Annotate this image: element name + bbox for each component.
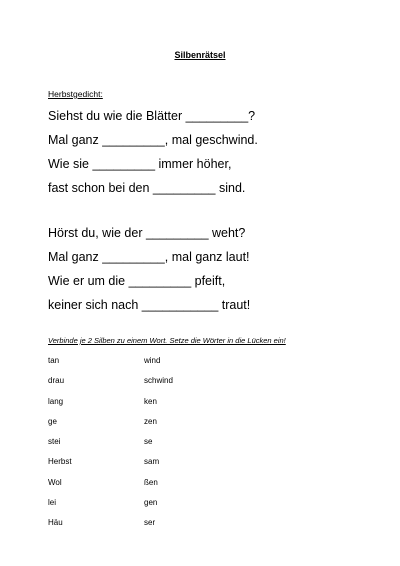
worksheet-title: Silbenrätsel (174, 50, 226, 60)
instruction-text: Verbinde je 2 Silben zu einem Wort. Setze die Wörter in die Lücken ein! (48, 336, 286, 345)
syllable-left: tan (48, 356, 60, 365)
syllable-left: Häu (48, 518, 63, 528)
poem-line: keiner sich nach ___________ traut! (48, 298, 251, 312)
poem-subtitle: Herbstgedicht: (48, 89, 103, 99)
poem-line: Wie er um die _________ pfeift, (48, 274, 226, 288)
syllable-left: stei (48, 437, 61, 447)
poem-stanza-2 (48, 221, 250, 317)
poem-line: Hörst du, wie der _________ weht? (48, 226, 246, 240)
syllable-right: ßen (144, 477, 158, 487)
syllable-right: se (144, 437, 153, 447)
poem-line: fast schon bei den _________ sind. (48, 181, 246, 195)
poem-line: Wie sie _________ immer höher, (48, 157, 232, 171)
poem-line: Mal ganz _________, mal ganz laut! (48, 250, 250, 264)
syllable-right: zen (144, 416, 157, 426)
syllable-right: wind (144, 356, 161, 365)
syllable-left: drau (48, 376, 65, 386)
poem-stanza-1 (48, 104, 258, 200)
syllable-left: Herbst (48, 457, 72, 467)
syllable-right: gen (144, 498, 158, 508)
syllable-left: ge (48, 416, 57, 426)
syllable-right: ser (144, 518, 156, 528)
poem-line: Siehst du wie die Blätter _________? (48, 109, 256, 123)
syllable-left: lang (48, 396, 64, 406)
syllable-right: sam (144, 457, 160, 467)
syllable-left: Wol (48, 477, 62, 487)
syllable-left: lei (48, 498, 57, 508)
syllable-right: ken (144, 396, 157, 406)
syllable-right: schwind (144, 376, 173, 386)
poem-line: Mal ganz _________, mal geschwind. (48, 133, 258, 147)
